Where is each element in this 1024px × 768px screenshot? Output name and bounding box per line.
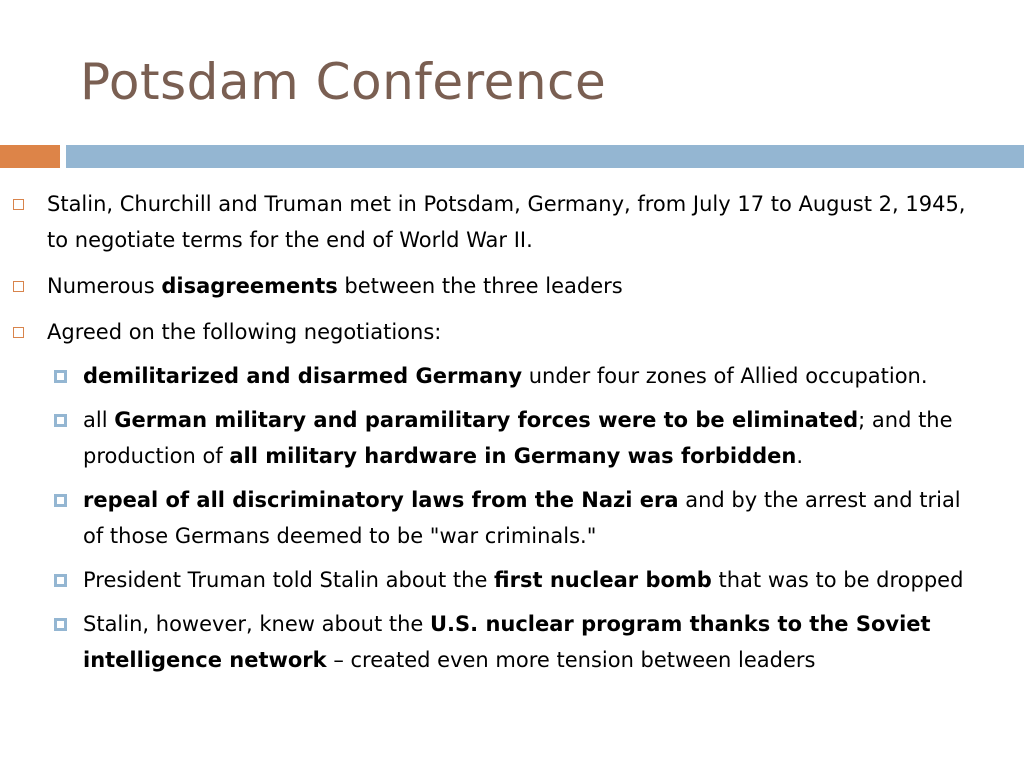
sub-bullet-bold-text: all military hardware in Germany was forbidden bbox=[229, 444, 797, 468]
bullet-item bbox=[0, 268, 1024, 304]
bullet-text: Numerous bbox=[47, 274, 162, 298]
square-bullet-icon bbox=[13, 327, 24, 338]
square-sub-bullet-icon bbox=[54, 494, 67, 507]
square-sub-bullet-icon bbox=[54, 574, 67, 587]
sub-bullet-item bbox=[0, 562, 1024, 598]
sub-bullet-item bbox=[0, 482, 1024, 554]
square-sub-bullet-icon bbox=[54, 370, 67, 383]
bullet-text: Stalin, Churchill and Truman met in Potsdam, Germany, from July 17 to August 2, 1945, to negotiate terms for the end of World War II. bbox=[47, 192, 966, 252]
sub-bullet-text: and by the arrest and trial of those Germans deemed to be "war criminals." bbox=[83, 488, 961, 548]
sub-bullet-text: President Truman told Stalin about the bbox=[83, 568, 495, 592]
sub-bullet-bold-text: first nuclear bomb bbox=[494, 568, 712, 592]
square-sub-bullet-icon bbox=[54, 414, 67, 427]
accent-bar-blue bbox=[66, 145, 1024, 168]
sub-bullet-bold-text: demilitarized and disarmed Germany bbox=[83, 364, 523, 388]
sub-bullet-text: – created even more tension between leaders bbox=[326, 648, 816, 672]
sub-bullet-text: all bbox=[83, 408, 115, 432]
sub-bullet-text: under four zones of Allied occupation. bbox=[522, 364, 928, 388]
square-bullet-icon bbox=[13, 199, 24, 210]
bullet-item bbox=[0, 186, 1024, 258]
sub-bullet-item bbox=[0, 358, 1024, 394]
bullet-item bbox=[0, 314, 1024, 350]
sub-bullet-bold-text: German military and paramilitary forces were to be eliminated bbox=[114, 408, 859, 432]
sub-bullet-bold-text: repeal of all discriminatory laws from the Nazi era bbox=[83, 488, 679, 512]
bullet-bold-text: disagreements bbox=[161, 274, 338, 298]
slide-title: Potsdam Conference bbox=[80, 53, 607, 111]
sub-bullet-text: ; and the production of bbox=[83, 408, 953, 468]
sub-bullet-item bbox=[0, 606, 1024, 678]
sub-bullet-bold-text: U.S. nuclear program thanks to the Soviet intelligence network bbox=[83, 612, 931, 672]
slide-body bbox=[0, 186, 1024, 686]
sub-bullet-text: that was to be dropped bbox=[711, 568, 964, 592]
bullet-text: Agreed on the following negotiations: bbox=[47, 320, 442, 344]
square-sub-bullet-icon bbox=[54, 618, 67, 631]
sub-bullet-text: . bbox=[796, 444, 804, 468]
sub-bullet-text: Stalin, however, knew about the bbox=[83, 612, 430, 636]
square-bullet-icon bbox=[13, 281, 24, 292]
sub-bullet-item bbox=[0, 402, 1024, 474]
accent-bar-orange bbox=[0, 145, 60, 168]
bullet-text: between the three leaders bbox=[337, 274, 623, 298]
